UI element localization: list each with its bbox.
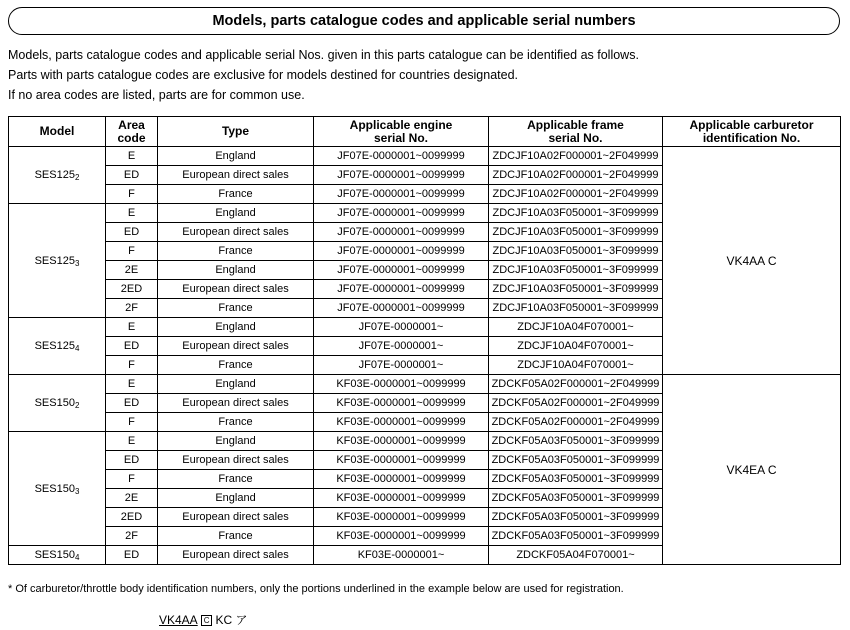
example-boxed-letter: C [201,615,213,626]
model-cell: SES1502 [9,375,106,432]
engine-serial-cell: JF07E-0000001~0099999 [314,166,489,185]
frame-serial-cell: ZDCJF10A03F050001~3F099999 [489,299,663,318]
example-underlined-part: VK4AA [159,613,198,627]
footnote: * Of carburetor/throttle body identification numbers, only the portions underlined in the example below are used for registration. [8,583,624,595]
type-cell: European direct sales [158,546,314,565]
area-code-cell: ED [106,166,158,185]
frame-serial-cell: ZDCJF10A02F000001~2F049999 [489,166,663,185]
engine-serial-cell: KF03E-0000001~0099999 [314,394,489,413]
frame-serial-cell: ZDCKF05A02F000001~2F049999 [489,413,663,432]
frame-serial-cell: ZDCJF10A03F050001~3F099999 [489,204,663,223]
type-cell: European direct sales [158,337,314,356]
type-cell: France [158,413,314,432]
engine-serial-cell: KF03E-0000001~ [314,546,489,565]
frame-serial-cell: ZDCKF05A03F050001~3F099999 [489,470,663,489]
carburetor-id-cell: VK4EA C [663,375,841,565]
engine-serial-cell: KF03E-0000001~0099999 [314,527,489,546]
intro-line: Models, parts catalogue codes and applicable serial Nos. given in this parts catalogue can be identified as follows. [8,48,639,62]
area-code-cell: 2F [106,527,158,546]
page-title: Models, parts catalogue codes and applicable serial numbers [212,13,636,29]
engine-serial-cell: JF07E-0000001~ [314,356,489,375]
area-code-cell: ED [106,394,158,413]
area-code-cell: F [106,470,158,489]
type-cell: England [158,489,314,508]
area-code-cell: E [106,147,158,166]
type-cell: England [158,261,314,280]
header-type: Type [158,117,314,147]
frame-serial-cell: ZDCJF10A03F050001~3F099999 [489,261,663,280]
table-row [9,375,841,394]
table-header-row [9,117,841,147]
frame-serial-cell: ZDCJF10A02F000001~2F049999 [489,147,663,166]
intro-line: If no area codes are listed, parts are for common use. [8,88,305,102]
carburetor-id-cell: VK4AA C [663,147,841,375]
engine-serial-cell: JF07E-0000001~ [314,318,489,337]
model-cell: SES1254 [9,318,106,375]
type-cell: European direct sales [158,166,314,185]
page-title-box [8,7,840,35]
frame-serial-cell: ZDCKF05A02F000001~2F049999 [489,394,663,413]
carburetor-id-example [159,611,248,628]
area-code-cell: E [106,375,158,394]
engine-serial-cell: JF07E-0000001~0099999 [314,185,489,204]
header-area-code: Area code [106,117,158,147]
type-cell: France [158,470,314,489]
area-code-cell: F [106,356,158,375]
frame-serial-cell: ZDCKF05A03F050001~3F099999 [489,451,663,470]
frame-serial-cell: ZDCJF10A04F070001~ [489,318,663,337]
type-cell: European direct sales [158,223,314,242]
engine-serial-cell: KF03E-0000001~0099999 [314,375,489,394]
engine-serial-cell: JF07E-0000001~0099999 [314,261,489,280]
frame-serial-cell: ZDCKF05A03F050001~3F099999 [489,489,663,508]
model-cell: SES1252 [9,147,106,204]
engine-serial-cell: KF03E-0000001~0099999 [314,470,489,489]
type-cell: England [158,204,314,223]
engine-serial-cell: KF03E-0000001~0099999 [314,508,489,527]
type-cell: England [158,318,314,337]
engine-serial-cell: KF03E-0000001~0099999 [314,489,489,508]
frame-serial-cell: ZDCJF10A03F050001~3F099999 [489,242,663,261]
model-cell: SES1504 [9,546,106,565]
type-cell: European direct sales [158,451,314,470]
engine-serial-cell: JF07E-0000001~0099999 [314,147,489,166]
header-frame-serial: Applicable frame serial No. [489,117,663,147]
engine-serial-cell: KF03E-0000001~0099999 [314,432,489,451]
type-cell: France [158,527,314,546]
area-code-cell: 2F [106,299,158,318]
area-code-cell: ED [106,546,158,565]
frame-serial-cell: ZDCJF10A02F000001~2F049999 [489,185,663,204]
engine-serial-cell: JF07E-0000001~0099999 [314,204,489,223]
type-cell: England [158,147,314,166]
engine-serial-cell: JF07E-0000001~0099999 [314,223,489,242]
area-code-cell: ED [106,337,158,356]
area-code-cell: 2ED [106,508,158,527]
example-rest: KC ア [215,613,248,627]
type-cell: European direct sales [158,508,314,527]
engine-serial-cell: JF07E-0000001~0099999 [314,242,489,261]
area-code-cell: 2ED [106,280,158,299]
model-cell: SES1253 [9,204,106,318]
area-code-cell: E [106,204,158,223]
area-code-cell: F [106,242,158,261]
type-cell: France [158,356,314,375]
area-code-cell: 2E [106,261,158,280]
area-code-cell: F [106,413,158,432]
intro-text [8,45,639,105]
frame-serial-cell: ZDCKF05A03F050001~3F099999 [489,508,663,527]
area-code-cell: E [106,318,158,337]
frame-serial-cell: ZDCJF10A04F070001~ [489,356,663,375]
frame-serial-cell: ZDCKF05A04F070001~ [489,546,663,565]
engine-serial-cell: JF07E-0000001~0099999 [314,299,489,318]
engine-serial-cell: KF03E-0000001~0099999 [314,451,489,470]
engine-serial-cell: KF03E-0000001~0099999 [314,413,489,432]
frame-serial-cell: ZDCJF10A03F050001~3F099999 [489,223,663,242]
engine-serial-cell: JF07E-0000001~ [314,337,489,356]
type-cell: European direct sales [158,280,314,299]
frame-serial-cell: ZDCJF10A04F070001~ [489,337,663,356]
type-cell: France [158,242,314,261]
frame-serial-cell: ZDCKF05A03F050001~3F099999 [489,432,663,451]
area-code-cell: 2E [106,489,158,508]
frame-serial-cell: ZDCKF05A03F050001~3F099999 [489,527,663,546]
area-code-cell: ED [106,223,158,242]
type-cell: England [158,432,314,451]
header-carburetor-id: Applicable carburetor identification No. [663,117,841,147]
intro-line: Parts with parts catalogue codes are exclusive for models destined for countries designated. [8,68,518,82]
area-code-cell: ED [106,451,158,470]
type-cell: France [158,299,314,318]
type-cell: European direct sales [158,394,314,413]
header-model: Model [9,117,106,147]
type-cell: England [158,375,314,394]
frame-serial-cell: ZDCKF05A02F000001~2F049999 [489,375,663,394]
header-engine-serial: Applicable engine serial No. [314,117,489,147]
model-cell: SES1503 [9,432,106,546]
frame-serial-cell: ZDCJF10A03F050001~3F099999 [489,280,663,299]
parts-table [8,116,841,565]
engine-serial-cell: JF07E-0000001~0099999 [314,280,489,299]
type-cell: France [158,185,314,204]
area-code-cell: E [106,432,158,451]
area-code-cell: F [106,185,158,204]
table-row [9,147,841,166]
